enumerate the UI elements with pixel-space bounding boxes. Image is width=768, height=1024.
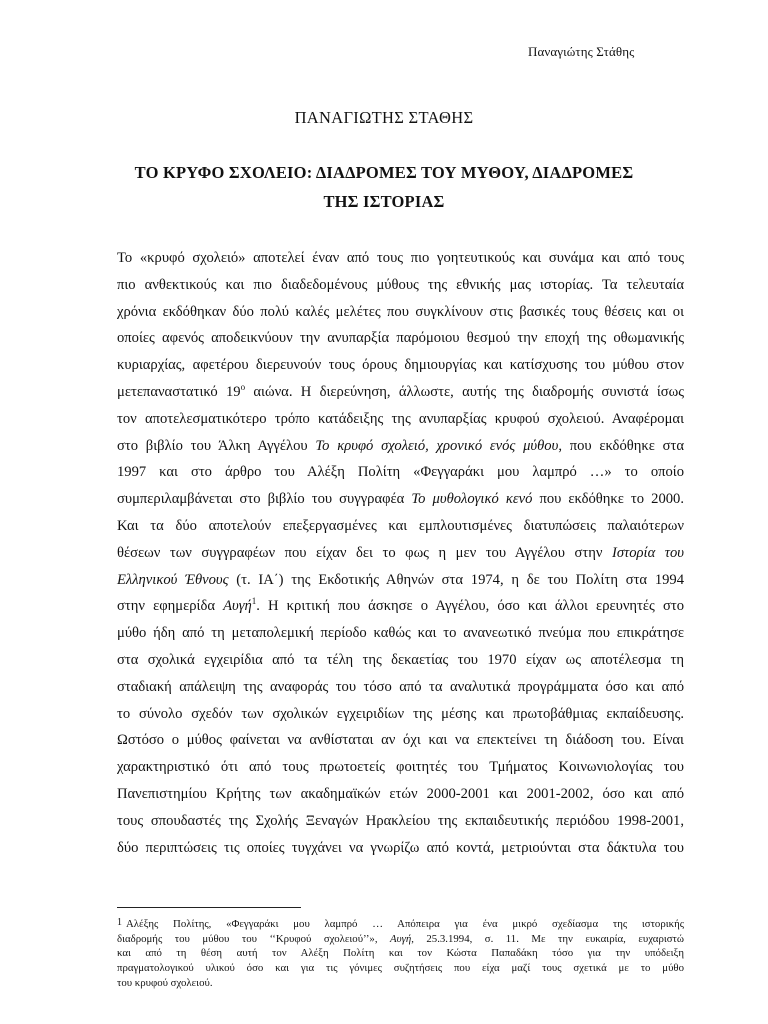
body-line: Ωστόσο ο μύθος φαίνεται να ανθίσταται αν όχι και να επεκτείνει τη διάδοση του. Είναι xyxy=(117,732,684,749)
body-line: χαρακτηριστικό ότι από τους πρωτοετείς φοιτητές του Τμήματος Κοινωνιολογίας του xyxy=(117,759,684,776)
body-line: Πανεπιστημίου Κρήτης των ακαδημαϊκών ετών 2000-2001 και 2001-2002, όσο και από xyxy=(117,785,684,802)
body-line: στην εφημερίδα Αυγή$^1$. Η κριτική που άσκησε ο Αγγέλου, όσο και άλλοι ερευνητές στο xyxy=(117,596,684,615)
superscript-o: ο xyxy=(240,382,246,393)
footnote-line: και από τη θέση αυτή τον Αλέξη Πολίτη και τον Κώστα Παπαδάκη τόσο για την υπόδειξη xyxy=(117,947,684,960)
footnote-line: του κρυφού σχολειού. xyxy=(117,976,213,989)
book-title-politis: Το μυθολογικό κενό xyxy=(411,491,533,508)
body-line: τους σπουδαστές της Σχολής Ξεναγών Ηρακλείου της εκπαιδευτικής περιόδου 1998-2001, xyxy=(117,812,684,829)
body-line: Το «κρυφό σχολειό» αποτελεί έναν από τους πιο γοητευτικούς και συνάμα και από τους xyxy=(117,250,684,266)
body-line: μετεπαναστατικό $19^o$ αιώνα. Η διερεύνηση, άλλωστε, αυτής της διαδρομής συνιστά ίσως xyxy=(117,382,684,400)
body-line: 1997 και στο άρθρο του Αλέξη Πολίτη «Φεγγαράκι μου λαμπρό …» το οποίο xyxy=(117,464,684,481)
book-title-history: Ιστορία του xyxy=(611,544,684,561)
body-line: τον αποτελεσματικότερο τρόπο κατάδειξης της ανυπαρξίας κρυφού σχολειού. Αναφέρομαι xyxy=(117,410,684,427)
book-title-angelou: Το κρυφό σχολειό, χρονικό ενός μύθου xyxy=(315,437,559,454)
footnote-line: διαδρομής του μύθου του ‘‘Κρυφού σχολειού’’», Αυγή, 25.3.1994, σ. 11. Με την ευκαιρία, ευχαριστώ xyxy=(117,932,684,945)
body-line: συμπεριλαμβάνεται στο βιβλίο του συγγραφέα Το μυθολογικό κενό που εκδόθηκε το 2000. xyxy=(117,491,684,508)
body-line: θέσεων των συγγραφέων που είχαν δει το φως η μεν του Αγγέλου στην Ιστορία του xyxy=(117,544,684,561)
newspaper-title: Αυγή xyxy=(223,598,252,615)
body-line: σταδιακή απάλειψη της αναφοράς του τόσο από τα αναλυτικά προγράμματα όσο και από xyxy=(117,678,684,695)
document-title xyxy=(80,158,688,216)
footnote-line: πραγματολογικού υλικού όσο και για τις γόνιμες συζητήσεις που είχα μαζί τους σχετικά με το μύθο xyxy=(117,962,684,975)
body-line: χρόνια εκδόθηκαν δύο πολύ καλές μελέτες που συγκλίνουν στις βασικές τους θέσεις και οι xyxy=(117,303,684,320)
body-line: μύθο ήδη από τη μεταπολεμική περίοδο καθώς και το ανανεωτικό πνεύμα που επικράτησε xyxy=(117,625,684,642)
body-line: στο βιβλίο του Άλκη Αγγέλου Το κρυφό σχολειό, χρονικό ενός μύθου, που εκδόθηκε στα xyxy=(117,437,684,454)
footnote-mark: 1 xyxy=(117,917,122,928)
footnote-newspaper-title: Αυγή xyxy=(390,932,412,945)
footnote-reference: 1 xyxy=(251,596,257,607)
book-title-history-cont: Ελληνικού Έθνους xyxy=(117,571,229,588)
running-head: Παναγιώτης Στάθης xyxy=(528,44,635,59)
body-line: κυριαρχίας, αφετέρου διερευνούν τους όρους δημιουργίας και κατίσχυσης του μύθου στον xyxy=(117,357,684,374)
body-line: Και τα δύο αποτελούν επεξεργασμένες και εμπλουτισμένες διατυπώσεις παλαιότερων xyxy=(117,517,684,534)
body-line: το σύνολο σχεδόν των σχολικών εγχειριδίων της μέσης και πρωτοβάθμιας εκπαίδευσης. xyxy=(117,705,684,722)
footnote-line: 1 Αλέξης Πολίτης, «Φεγγαράκι μου λαμπρό … Απόπειρα για ένα μικρό σχεδίασμα της ιστορικής xyxy=(117,917,684,930)
body-line: πιο ανθεκτικούς και πιο διαδεδομένους μύθους της εθνικής μας ιστορίας. Τα τελευταία xyxy=(117,276,684,293)
title-line-1: ΤΟ ΚΡΥΦΟ ΣΧΟΛΕΙΟ: ΔΙΑΔΡΟΜΕΣ ΤΟΥ ΜΥΘΟΥ, ΔΙΑΔΡΟΜΕΣ xyxy=(134,163,634,182)
body-paragraph xyxy=(117,245,684,861)
footnote xyxy=(117,916,684,991)
footnote-divider xyxy=(117,907,301,908)
body-line: στα σχολικά εγχειρίδια από τα τέλη της δεκαετίας του 1970 είχαν ως αποτέλεσμα τη xyxy=(117,651,684,668)
body-line: δύο περιπτώσεις τις οποίες τυγχάνει να γνωρίζω από κοντά, μετριούνται στα δάκτυλα του xyxy=(117,839,684,856)
body-line: οποίες αφενός αποδεικνύουν την ανυπαρξία παρόμοιου θεσμού την εποχή της οθωμανικής xyxy=(117,330,684,347)
title-line-2: ΤΗΣ ΙΣΤΟΡΙΑΣ xyxy=(323,192,445,211)
author-name: ΠΑΝΑΓΙΩΤΗΣ ΣΤΑΘΗΣ xyxy=(294,108,474,127)
body-line: Ελληνικού Έθνους (τ. ΙΑ΄) της Εκδοτικής Αθηνών στα 1974, η δε του Πολίτη στα 1994 xyxy=(117,571,685,588)
